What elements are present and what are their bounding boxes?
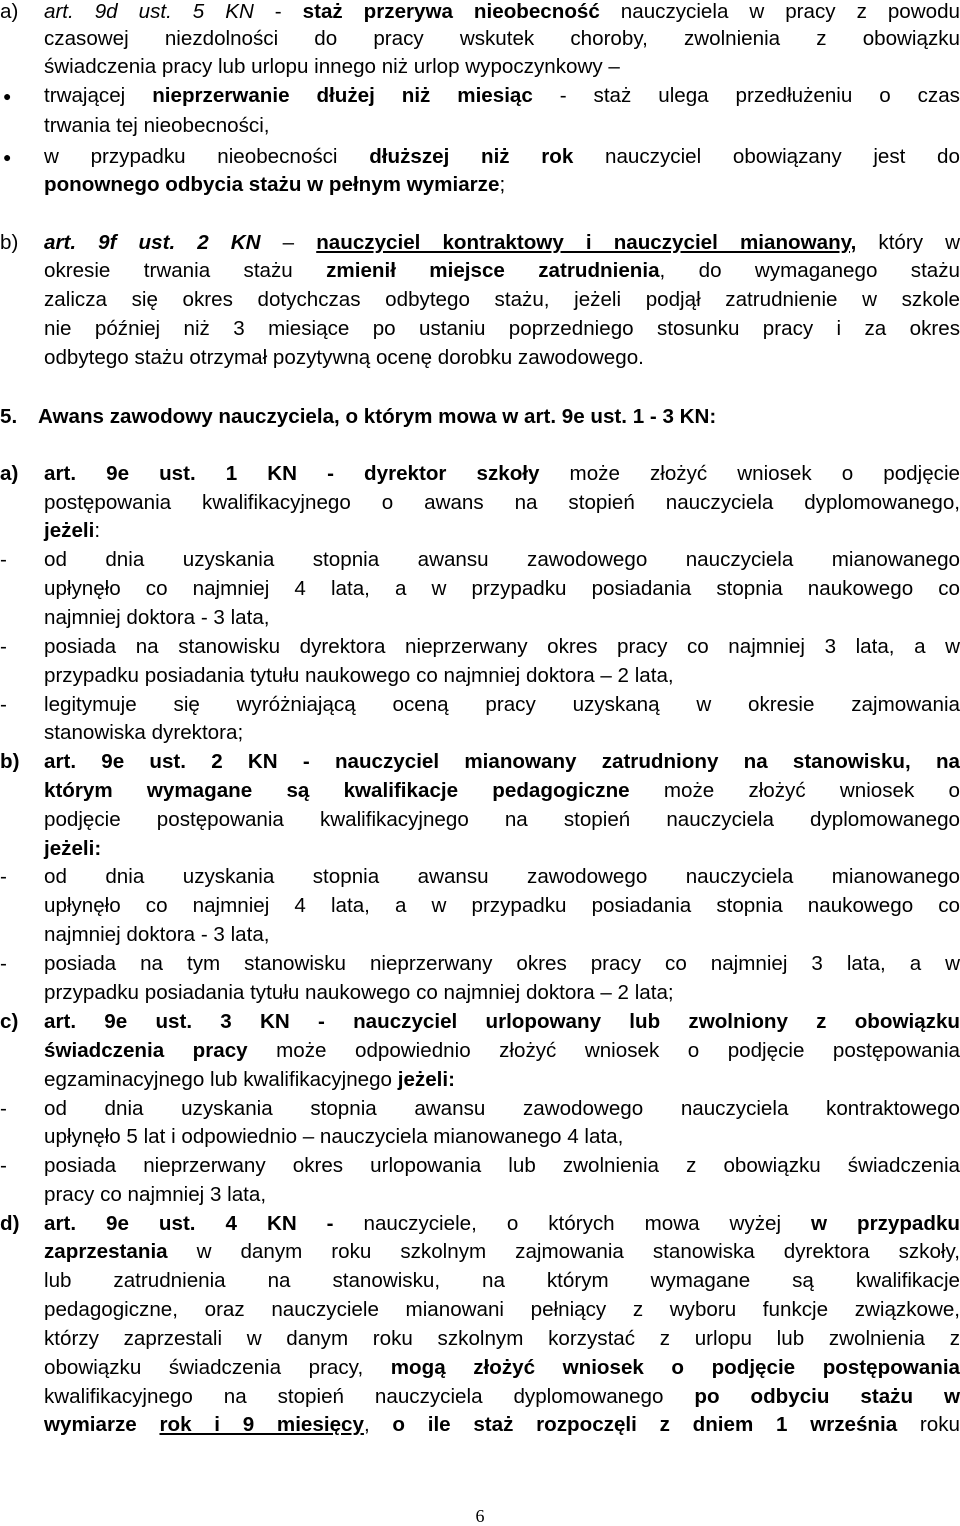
paragraph-text: pedagogiczne, oraz nauczyciele mianowani pełniący z wyboru funkcje związkowe, xyxy=(44,1298,960,1321)
paragraph-line xyxy=(0,1269,960,1293)
paragraph-text: przypadku posiadania tytułu naukowego co najmniej doktora – 2 lata; xyxy=(44,981,674,1004)
paragraph-line xyxy=(0,1125,960,1149)
dash-item xyxy=(0,1097,960,1121)
paragraph-text: którym wymagane są kwalifikacje pedagogiczne może złożyć wniosek o xyxy=(44,779,960,802)
paragraph-text: którzy zaprzestali w danym roku szkolnym korzystać z urlopu lub zwolnienia z xyxy=(44,1327,960,1350)
paragraph-text: lub zatrudnienia na stanowisku, na którym wymagane są kwalifikacje xyxy=(44,1269,960,1292)
paragraph-text: posiada nieprzerwany okres urlopowania lub zwolnienia z obowiązku świadczenia xyxy=(44,1154,960,1177)
paragraph-line xyxy=(0,231,960,255)
paragraph-text: ponownego odbycia stażu w pełnym wymiarze; xyxy=(44,173,506,196)
section-title: Awans zawodowy nauczyciela, o którym mowa w art. 9e ust. 1 - 3 KN: xyxy=(38,405,717,428)
list-marker: a) xyxy=(0,0,19,23)
list-marker: d) xyxy=(0,1212,20,1235)
bullet-item xyxy=(0,145,960,169)
paragraph-line xyxy=(0,837,960,861)
paragraph-text: postępowania kwalifikacyjnego o awans na stopień nauczyciela dyplomowanego, xyxy=(44,491,960,514)
paragraph-text: wymiarze rok i 9 miesięcy, o ile staż rozpoczęli z dniem 1 września roku xyxy=(44,1413,960,1436)
paragraph-text: art. 9e ust. 3 KN - nauczyciel urlopowany lub zwolniony z obowiązku xyxy=(44,1010,960,1033)
dash-marker: - xyxy=(0,548,7,571)
paragraph-line xyxy=(0,577,960,601)
paragraph-text: najmniej doktora - 3 lata, xyxy=(44,923,270,946)
paragraph-line xyxy=(0,1240,960,1264)
dash-marker: - xyxy=(0,635,7,658)
paragraph-line xyxy=(0,317,960,341)
paragraph-text: świadczenia pracy może odpowiednio złożyć wniosek o podjęcie postępowania xyxy=(44,1039,960,1062)
paragraph-text: pracy co najmniej 3 lata, xyxy=(44,1183,267,1206)
dash-marker: - xyxy=(0,1154,7,1177)
paragraph-text: jeżeli: xyxy=(44,837,102,860)
paragraph-text: trwania tej nieobecności, xyxy=(44,114,270,137)
paragraph-text: świadczenia pracy lub urlopu innego niż urlop wypoczynkowy – xyxy=(44,55,620,78)
list-marker: c) xyxy=(0,1010,19,1033)
paragraph-text: obowiązku świadczenia pracy, mogą złożyć wniosek o podjęcie postępowania xyxy=(44,1356,960,1379)
paragraph-text: egzaminacyjnego lub kwalifikacyjnego jeżeli: xyxy=(44,1068,455,1091)
paragraph-line xyxy=(0,808,960,832)
bullet-item xyxy=(0,84,960,108)
paragraph-text: art. 9e ust. 4 KN - nauczyciele, o których mowa wyżej w przypadku xyxy=(44,1212,960,1235)
paragraph-line xyxy=(0,1413,960,1437)
dash-marker: - xyxy=(0,693,7,716)
paragraph-text: stanowiska dyrektora; xyxy=(44,721,244,744)
paragraph-line xyxy=(0,288,960,312)
paragraph-text: posiada na stanowisku dyrektora nieprzerwany okres pracy co najmniej 3 lata, a w xyxy=(44,635,960,658)
paragraph-text: trwającej nieprzerwanie dłużej niż miesiąc - staż ulega przedłużeniu o czas xyxy=(44,84,960,107)
section-heading xyxy=(0,405,960,429)
paragraph-text: zaprzestania w danym roku szkolnym zajmowania stanowiska dyrektora szkoły, xyxy=(44,1240,960,1263)
bullet-icon: ● xyxy=(3,149,12,165)
paragraph-text: upłynęło 5 lat i odpowiednio – nauczyciela mianowanego 4 lata, xyxy=(44,1125,624,1148)
paragraph-line xyxy=(0,1298,960,1322)
paragraph-text: legitymuje się wyróżniającą oceną pracy uzyskaną w okresie zajmowania xyxy=(44,693,960,716)
paragraph-line xyxy=(0,462,960,486)
paragraph-text: najmniej doktora - 3 lata, xyxy=(44,606,270,629)
paragraph-line xyxy=(0,923,960,947)
paragraph-text: kwalifikacyjnego na stopień nauczyciela dyplomowanego po odbyciu stażu w xyxy=(44,1385,960,1408)
paragraph-text: od dnia uzyskania stopnia awansu zawodowego nauczyciela kontraktowego xyxy=(44,1097,960,1120)
paragraph-text: art. 9f ust. 2 KN – nauczyciel kontraktowy i nauczyciel mianowany, który w xyxy=(44,231,960,254)
paragraph-line xyxy=(0,779,960,803)
paragraph-line xyxy=(0,750,960,774)
paragraph-line xyxy=(0,1039,960,1063)
bullet-icon: ● xyxy=(3,88,12,104)
paragraph-line xyxy=(0,721,960,745)
list-marker: b) xyxy=(0,750,20,773)
dash-item xyxy=(0,548,960,572)
paragraph-text: podjęcie postępowania kwalifikacyjnego na stopień nauczyciela dyplomowanego xyxy=(44,808,960,831)
paragraph-text: przypadku posiadania tytułu naukowego co najmniej doktora – 2 lata, xyxy=(44,664,674,687)
paragraph-line xyxy=(0,1010,960,1034)
list-marker: a) xyxy=(0,462,19,485)
paragraph-text: od dnia uzyskania stopnia awansu zawodowego nauczyciela mianowanego xyxy=(44,548,960,571)
list-marker: b) xyxy=(0,231,19,254)
dash-item xyxy=(0,1154,960,1178)
dash-marker: - xyxy=(0,1097,7,1120)
paragraph-line xyxy=(0,259,960,283)
paragraph-line xyxy=(0,1212,960,1236)
paragraph-line xyxy=(0,1068,960,1092)
paragraph-text: zalicza się okres dotychczas odbytego stażu, jeżeli podjął zatrudnienie w szkole xyxy=(44,288,960,311)
paragraph-text: upłynęło co najmniej 4 lata, a w przypadku posiadania stopnia naukowego co xyxy=(44,577,960,600)
paragraph-line xyxy=(0,114,960,138)
paragraph-text: posiada na tym stanowisku nieprzerwany okres pracy co najmniej 3 lata, a w xyxy=(44,952,960,975)
paragraph-line xyxy=(0,894,960,918)
dash-item xyxy=(0,635,960,659)
paragraph-line xyxy=(0,1385,960,1409)
paragraph-line xyxy=(0,0,960,24)
paragraph-line xyxy=(0,1183,960,1207)
paragraph-text: nie później niż 3 miesiące po ustaniu poprzedniego stosunku pracy i za okres xyxy=(44,317,960,340)
dash-item xyxy=(0,952,960,976)
paragraph-line xyxy=(0,519,960,543)
paragraph-text: okresie trwania stażu zmienił miejsce zatrudnienia, do wymaganego stażu xyxy=(44,259,960,282)
paragraph-line xyxy=(0,27,960,51)
paragraph-text: upłynęło co najmniej 4 lata, a w przypadku posiadania stopnia naukowego co xyxy=(44,894,960,917)
paragraph-text: odbytego stażu otrzymał pozytywną ocenę dorobku zawodowego. xyxy=(44,346,644,369)
dash-marker: - xyxy=(0,952,7,975)
paragraph-text: art. 9d ust. 5 KN - staż przerywa nieobecność nauczyciela w pracy z powodu xyxy=(44,0,960,23)
paragraph-line xyxy=(0,173,960,197)
paragraph-line xyxy=(0,606,960,630)
paragraph-line xyxy=(0,664,960,688)
paragraph-text: art. 9e ust. 2 KN - nauczyciel mianowany zatrudniony na stanowisku, na xyxy=(44,750,960,773)
paragraph-text: od dnia uzyskania stopnia awansu zawodowego nauczyciela mianowanego xyxy=(44,865,960,888)
paragraph-text: art. 9e ust. 1 KN - dyrektor szkoły może złożyć wniosek o podjęcie xyxy=(44,462,960,485)
paragraph-line xyxy=(0,55,960,79)
paragraph-line xyxy=(0,491,960,515)
dash-item xyxy=(0,865,960,889)
page-number: 6 xyxy=(475,1506,485,1526)
paragraph-text: w przypadku nieobecności dłuższej niż rok nauczyciel obowiązany jest do xyxy=(44,145,960,168)
paragraph-line xyxy=(0,346,960,370)
paragraph-line xyxy=(0,981,960,1005)
paragraph-line xyxy=(0,1356,960,1380)
paragraph-text: jeżeli: xyxy=(44,519,101,542)
dash-marker: - xyxy=(0,865,7,888)
dash-item xyxy=(0,693,960,717)
paragraph-text: czasowej niezdolności do pracy wskutek choroby, zwolnienia z obowiązku xyxy=(44,27,960,50)
section-number: 5. xyxy=(0,405,18,428)
paragraph-line xyxy=(0,1327,960,1351)
